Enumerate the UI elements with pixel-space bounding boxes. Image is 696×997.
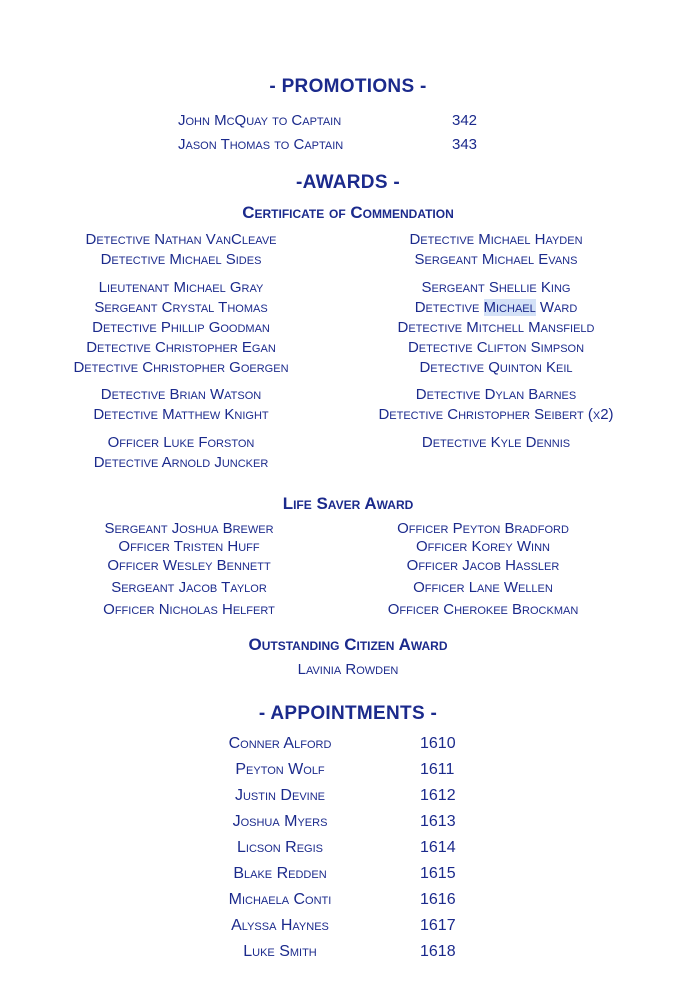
appointment-name: Blake Redden <box>233 865 327 882</box>
lifesaver-left-name: Sergeant Jacob Taylor <box>111 579 267 596</box>
commendation-left-name: Detective Christopher Egan <box>86 339 276 356</box>
commendation-right-name: Detective Christopher Seibert (x2) <box>378 406 614 423</box>
appointment-number: 1615 <box>420 865 456 882</box>
lifesaver-left-name: Officer Wesley Bennett <box>107 557 271 574</box>
lifesaver-left-name: Sergeant Joshua Brewer <box>104 520 274 537</box>
appointment-name: Michaela Conti <box>228 891 332 908</box>
appointment-name: Alyssa Haynes <box>231 917 329 934</box>
awards-heading: -AWARDS - <box>295 172 401 193</box>
name-suffix: Ward <box>535 299 578 316</box>
lifesaver-right-name: Officer Cherokee Brockman <box>387 601 579 618</box>
commendation-left-name: Detective Michael Sides <box>100 251 262 268</box>
commendation-left-name: Detective Phillip Goodman <box>92 319 270 336</box>
appointment-number: 1616 <box>420 891 456 908</box>
commendation-left-name: Officer Luke Forston <box>107 434 255 451</box>
promotion-number: 342 <box>452 112 478 129</box>
appointment-number: 1618 <box>420 943 456 960</box>
lifesaver-right-name: Officer Lane Wellen <box>413 579 553 596</box>
commendation-left-name: Detective Matthew Knight <box>93 406 269 423</box>
appointment-number: 1614 <box>420 839 456 856</box>
appointment-number: 1612 <box>420 787 456 804</box>
appointment-name: Licson Regis <box>236 839 324 856</box>
commendation-right-name: Detective Clifton Simpson <box>407 339 585 356</box>
commendation-heading: Certificate of Commendation <box>242 203 454 222</box>
appointment-number: 1613 <box>420 813 456 830</box>
appointment-name: Joshua Myers <box>232 813 328 830</box>
appointment-name: Justin Devine <box>234 787 325 804</box>
promotions-heading: - PROMOTIONS - <box>269 76 427 97</box>
appointment-number: 1617 <box>420 917 456 934</box>
appointments-heading: - APPOINTMENTS - <box>258 703 438 724</box>
commendation-left-name: Detective Nathan VanCleave <box>85 231 277 248</box>
appointment-number: 1610 <box>420 735 456 752</box>
lifesaver-left-name: Officer Nicholas Helfert <box>103 601 275 618</box>
commendation-left-name: Sergeant Crystal Thomas <box>94 299 268 316</box>
commendation-left-name: Detective Brian Watson <box>100 386 262 403</box>
citizen-name: Lavinia Rowden <box>297 661 399 678</box>
promotion-number: 343 <box>452 136 478 153</box>
lifesaver-right-name: Officer Korey Winn <box>415 538 550 555</box>
promotion-name: John McQuay to Captain <box>178 112 342 129</box>
commendation-left-name: Detective Christopher Goergen <box>73 359 289 376</box>
commendation-right-name: Detective Kyle Dennis <box>421 434 571 451</box>
lifesaver-right-name: Officer Peyton Bradford <box>397 520 569 537</box>
promotion-name: Jason Thomas to Captain <box>178 136 344 153</box>
lifesaver-right-name: Officer Jacob Hassler <box>406 557 560 574</box>
commendation-right-name: Detective Dylan Barnes <box>415 386 577 403</box>
lifesaver-left-name: Officer Tristen Huff <box>118 538 260 555</box>
commendation-left-name: Lieutenant Michael Gray <box>98 279 264 296</box>
lifesaver-heading: Life Saver Award <box>282 494 414 513</box>
citizen-heading: Outstanding Citizen Award <box>248 635 448 654</box>
appointment-number: 1611 <box>420 761 455 778</box>
commendation-right-name: Detective Quinton Keil <box>419 359 573 376</box>
appointment-name: Luke Smith <box>243 943 317 960</box>
highlighted-text[interactable]: Michael <box>483 299 536 316</box>
commendation-right-name <box>344 299 648 316</box>
commendation-right-name: Sergeant Michael Evans <box>414 251 578 268</box>
appointment-name: Peyton Wolf <box>235 761 325 778</box>
commendation-left-name: Detective Arnold Juncker <box>93 454 269 471</box>
commendation-right-name: Sergeant Shellie King <box>421 279 571 296</box>
name-prefix: Detective <box>414 299 484 316</box>
commendation-right-name: Detective Michael Hayden <box>409 231 583 248</box>
commendation-right-name: Detective Mitchell Mansfield <box>397 319 595 336</box>
appointment-name: Conner Alford <box>228 735 332 752</box>
